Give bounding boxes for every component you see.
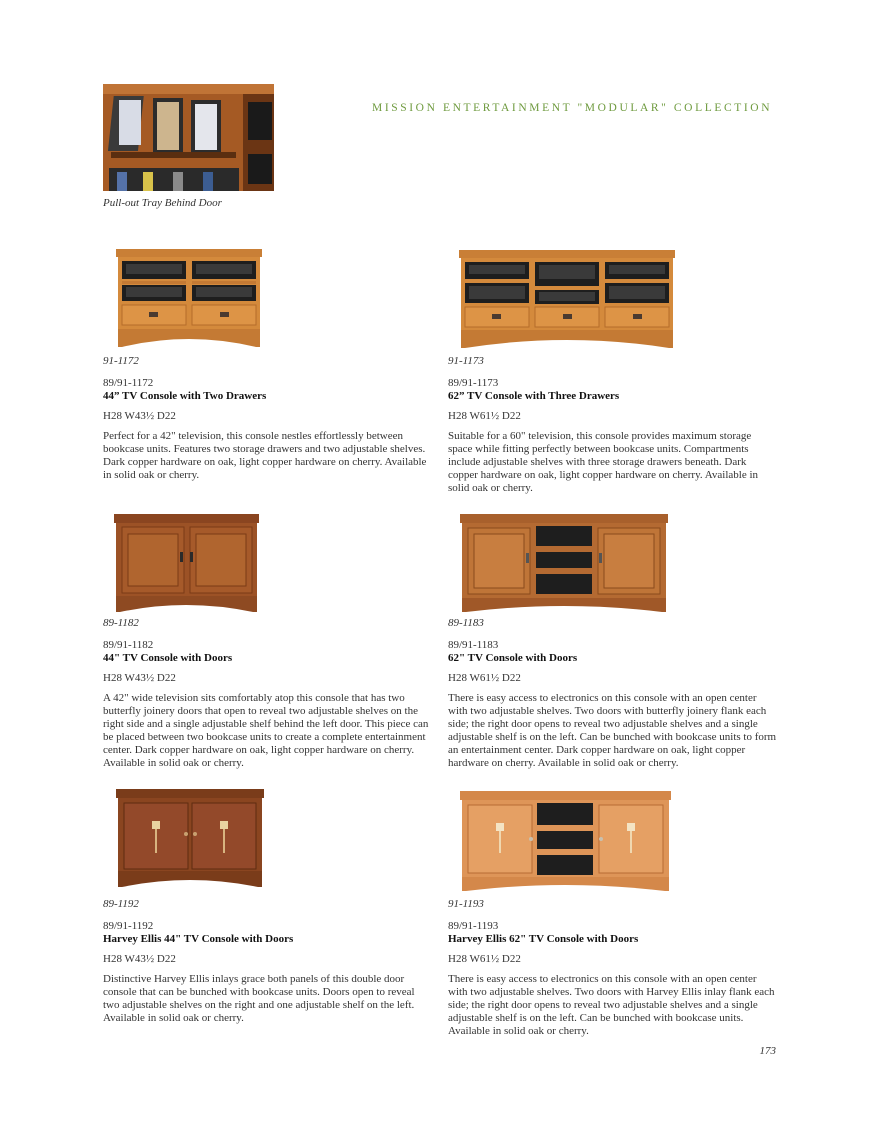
product-sku: 89/91-1172 bbox=[103, 377, 154, 389]
product-photo-code: 89-1183 bbox=[448, 617, 484, 629]
product-info-1192 bbox=[103, 920, 433, 1025]
product-photo-89-1183 bbox=[460, 514, 668, 612]
hero-caption: Pull-out Tray Behind Door bbox=[103, 197, 222, 209]
product-dimensions: H28 W61½ D22 bbox=[448, 410, 521, 422]
product-name: 62" TV Console with Doors bbox=[448, 652, 578, 664]
product-name: 44" TV Console with Doors bbox=[103, 652, 233, 664]
product-photo-91-1173 bbox=[459, 250, 675, 348]
dvd-tray-illustration bbox=[103, 84, 274, 191]
product-info-1173 bbox=[448, 377, 778, 495]
product-photo-code: 91-1193 bbox=[448, 898, 484, 910]
product-name: Harvey Ellis 44" TV Console with Doors bbox=[103, 933, 294, 945]
collection-title: MISSION ENTERTAINMENT "MODULAR" COLLECTION bbox=[372, 102, 773, 114]
product-description: Distinctive Harvey Ellis inlays grace both panels of this double door console that can be bunched with bookcase units. Doors open to reveal two adjustable shelves on the right and one adjustable shelf on the left. Available in solid oak or cherry. bbox=[103, 973, 415, 1024]
product-dimensions: H28 W43½ D22 bbox=[103, 672, 176, 684]
product-info-1183 bbox=[448, 639, 778, 770]
product-sku: 89/91-1183 bbox=[448, 639, 499, 651]
product-dimensions: H28 W61½ D22 bbox=[448, 672, 521, 684]
product-description: Suitable for a 60" television, this console provides maximum storage space while fitting perfectly between bookcase units. Compartments include adjustable shelves with three storage drawers beneath. Dark copper hardware on oak, light copper hardware on cherry. Available in solid oak or cherry. bbox=[448, 430, 759, 494]
page-number: 173 bbox=[759, 1045, 776, 1057]
product-photo-code: 91-1173 bbox=[448, 355, 484, 367]
product-photo-91-1193 bbox=[460, 791, 671, 891]
product-photo-code: 91-1172 bbox=[103, 355, 139, 367]
product-info-1172 bbox=[103, 377, 433, 482]
product-photo-91-1172 bbox=[116, 249, 262, 347]
product-info-1193 bbox=[448, 920, 778, 1038]
product-name: 44” TV Console with Two Drawers bbox=[103, 390, 267, 402]
product-name: Harvey Ellis 62" TV Console with Doors bbox=[448, 933, 639, 945]
product-description: Perfect for a 42" television, this console nestles effortlessly between bookcase units. Features two storage drawers and two adjustable shelves. Dark copper hardware on oak, light copper hardware on cherry. Available in solid oak or cherry. bbox=[103, 430, 427, 481]
product-description: There is easy access to electronics on this console with an open center with two adjustable shelves. Two doors with Harvey Ellis inlay flank each side; the right door opens to reveal two adjustable shelves and a single adjustable shelf is on the left. Can be bunched with bookcase units. Available in solid oak or cherry. bbox=[448, 973, 775, 1037]
product-photo-89-1182 bbox=[114, 514, 259, 612]
product-description: There is easy access to electronics on this console with an open center with two adjustable shelves. Two doors with butterfly joinery flank each side; the right door opens to reveal two adjustable shelves and a single adjustable shelf is on the left. Can be bunched with bookcase units to form an entertainment center. Dark copper hardware on oak, light copper hardware on cherry. Available in solid oak or cherry. bbox=[448, 692, 777, 769]
product-dimensions: H28 W61½ D22 bbox=[448, 953, 521, 965]
product-dimensions: H28 W43½ D22 bbox=[103, 410, 176, 422]
product-dimensions: H28 W43½ D22 bbox=[103, 953, 176, 965]
hero-photo-pullout-tray bbox=[103, 84, 274, 191]
product-sku: 89/91-1193 bbox=[448, 920, 499, 932]
product-sku: 89/91-1182 bbox=[103, 639, 154, 651]
product-info-1182 bbox=[103, 639, 433, 770]
product-description: A 42" wide television sits comfortably atop this console that has two butterfly joinery doors that open to reveal two adjustable shelves on the right side and a single adjustable shelf behind the left door. This piece can be placed between two bookcase units to create a complete entertainment center. Dark copper hardware on oak, light copper hardware on cherry. Available in solid oak or cherry. bbox=[103, 692, 429, 769]
product-photo-code: 89-1182 bbox=[103, 617, 139, 629]
product-sku: 89/91-1173 bbox=[448, 377, 499, 389]
product-name: 62” TV Console with Three Drawers bbox=[448, 390, 620, 402]
product-photo-code: 89-1192 bbox=[103, 898, 139, 910]
product-photo-89-1192 bbox=[116, 789, 264, 887]
product-sku: 89/91-1192 bbox=[103, 920, 154, 932]
